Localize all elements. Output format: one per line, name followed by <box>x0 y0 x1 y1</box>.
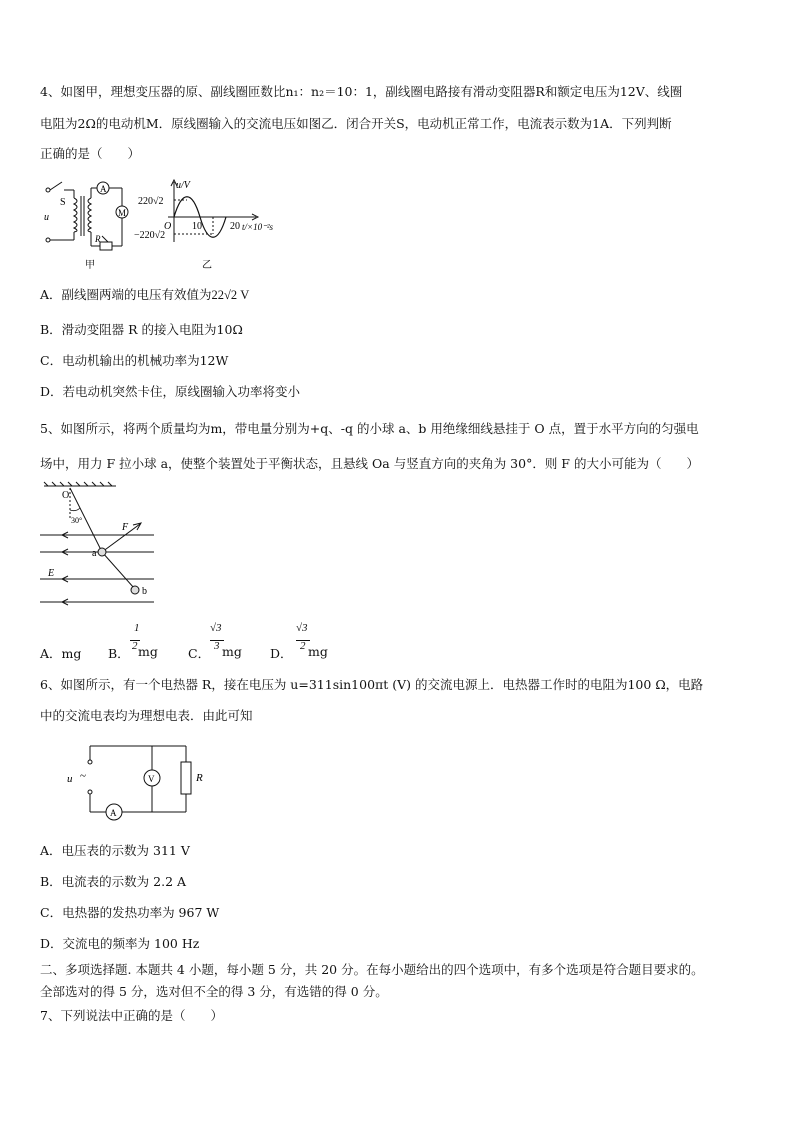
q4-option-a-value: 22√2 V <box>211 288 250 302</box>
q5-option-b-num: 1 <box>134 622 140 634</box>
q6-fig-r: R <box>196 772 203 784</box>
q4-option-b: B．滑动变阻器 R 的接入电阻为10Ω <box>40 322 243 337</box>
q5-fig-e: E <box>48 568 55 579</box>
q4-option-d: D．若电动机突然卡住，原线圈输入功率将变小 <box>40 384 301 399</box>
section2-line1: 二、多项选择题. 本题共 4 小题，每小题 5 分，共 20 分。在每小题给出的四个选项中，有多个选项是符合题目要求的。 <box>40 962 704 977</box>
q6-figure <box>62 740 212 828</box>
q4-figure-jia <box>40 176 140 272</box>
q6-option-c: C．电热器的发热功率为 967 W <box>40 905 220 920</box>
yi-tick-10: 10 <box>192 221 202 232</box>
yi-origin-label: O <box>164 221 172 232</box>
motor-label: M <box>118 208 127 218</box>
yi-tick-20: 20 <box>230 221 240 232</box>
switch-label: S <box>60 197 66 208</box>
q5-option-b-den: 2 <box>132 640 138 652</box>
q5-fig-o: O <box>62 490 70 501</box>
q5-fig-angle: 30° <box>71 516 83 525</box>
q5-option-c-den: 3 <box>214 640 220 652</box>
q5-option-d-num: √3 <box>296 622 308 634</box>
q5-option-c-prefix: C． <box>188 646 211 661</box>
yi-yaxis-label: u/V <box>176 180 190 191</box>
q5-option-d-den: 2 <box>300 640 306 652</box>
q4-option-a <box>40 287 249 303</box>
q4-stem-line2: 电阻为2Ω的电动机M．原线圈输入的交流电压如图乙．闭合开关S，电动机正常工作，电流表示数为1A．下列判断 <box>40 116 672 131</box>
q6-option-d: D．交流电的频率为 100 Hz <box>40 936 200 951</box>
q5-option-d-unit: mg <box>308 644 328 659</box>
q5-figure <box>38 480 160 608</box>
q4-figure-yi <box>134 176 288 272</box>
q6-fig-u: u <box>67 773 73 785</box>
fig-jia-caption: 甲 <box>85 260 95 271</box>
q5-stem-line2: 场中，用力 F 拉小球 a，使整个装置处于平衡状态，且悬线 Oa 与竖直方向的夹角为 30°．则 F 的大小可能为（ ） <box>40 456 699 471</box>
yi-ymin-label: −220√2 <box>134 230 166 241</box>
ammeter-label: A <box>100 184 107 194</box>
q4-stem-line3: 正确的是（ ） <box>40 146 141 161</box>
resistor-label: R <box>95 234 101 244</box>
q5-option-b-prefix: B． <box>108 646 130 661</box>
q5-option-d-prefix: D． <box>270 646 293 661</box>
yi-xaxis-label: t/×10⁻²s <box>242 222 274 232</box>
q4-option-a-text: A．副线圈两端的电压有效值为 <box>40 287 212 302</box>
q6-fig-tilde: ~ <box>80 770 86 782</box>
q5-fig-b: b <box>142 586 147 597</box>
source-label: u <box>44 212 49 223</box>
q5-option-b-unit: mg <box>138 644 158 659</box>
q6-option-a: A．电压表的示数为 311 V <box>40 843 190 858</box>
q6-stem-line2: 中的交流电表均为理想电表．由此可知 <box>40 708 253 723</box>
q6-fig-voltmeter: V <box>148 774 155 784</box>
q6-stem-line1: 6、如图所示，有一个电热器 R，接在电压为 u=311sin100πt (V) 的交流电源上．电热器工作时的电阻为100 Ω，电路 <box>40 677 704 692</box>
q7-stem-line1: 7、下列说法中正确的是（ ） <box>40 1008 223 1023</box>
fig-yi-caption: 乙 <box>202 260 212 271</box>
q6-option-b: B．电流表的示数为 2.2 A <box>40 874 187 889</box>
q6-fig-ammeter: A <box>110 808 117 818</box>
q5-stem-line1: 5、如图所示，将两个质量均为m，带电量分别为+q、-q 的小球 a、b 用绝缘细线悬挂于 O 点，置于水平方向的匀强电 <box>40 421 699 436</box>
q5-fig-f: F <box>122 522 129 533</box>
section2-line2: 全部选对的得 5 分，选对但不全的得 3 分，有选错的得 0 分。 <box>40 984 388 999</box>
q4-option-c: C．电动机输出的机械功率为12W <box>40 353 229 368</box>
yi-ymax-label: 220√2 <box>138 196 164 207</box>
q4-stem-line1: 4、如图甲，理想变压器的原、副线圈匝数比n₁：n₂＝10：1，副线圈电路接有滑动变阻器R和额定电压为12V、线圈 <box>40 84 683 99</box>
q5-option-a: A．mg <box>40 646 82 661</box>
q5-option-c-unit: mg <box>222 644 242 659</box>
q5-fig-a: a <box>92 548 97 559</box>
q5-option-c-num: √3 <box>210 622 222 634</box>
q5-options <box>40 622 400 670</box>
